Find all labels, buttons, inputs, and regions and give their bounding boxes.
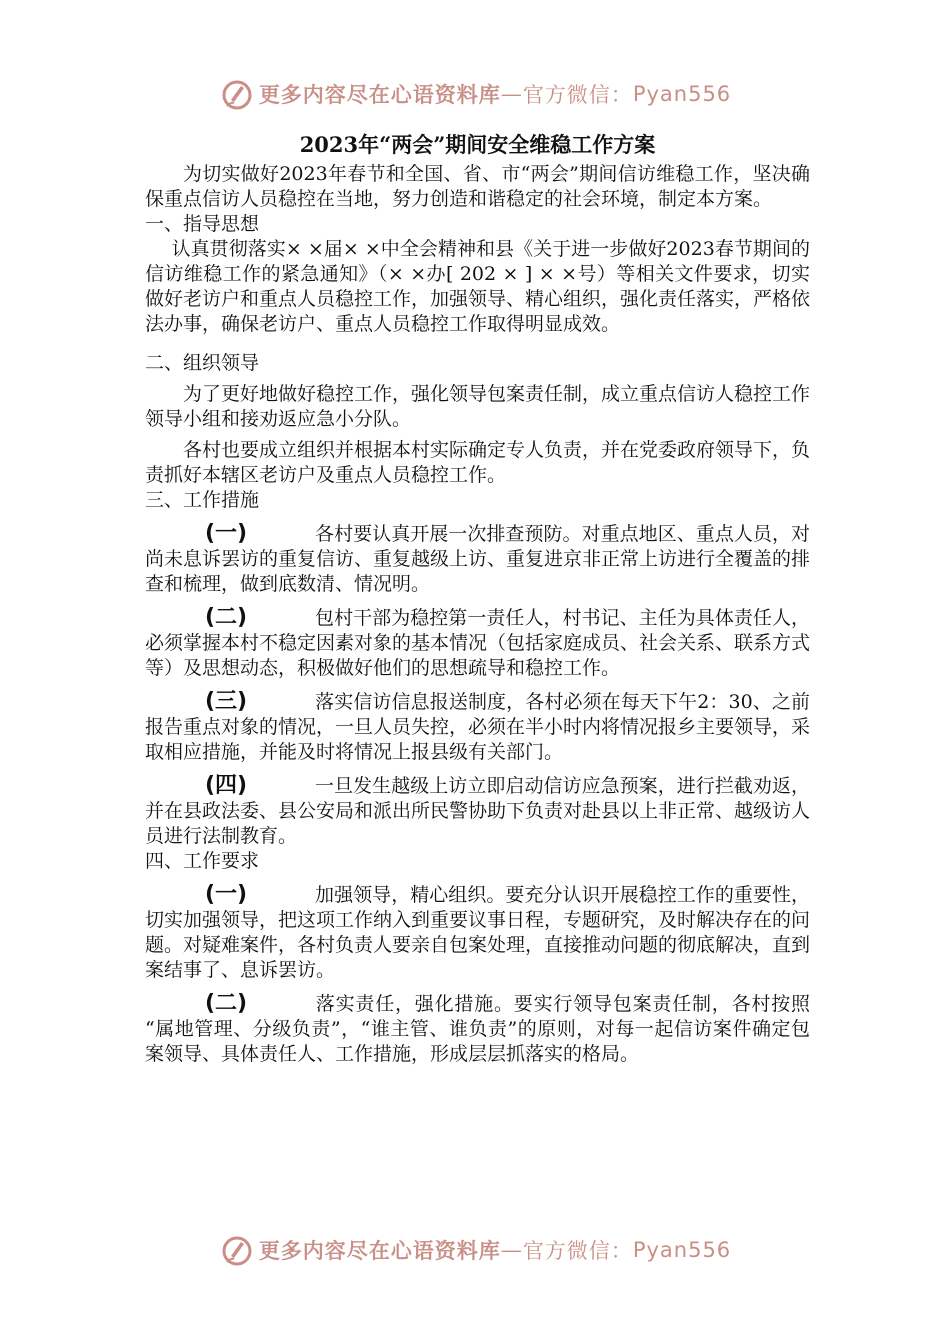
item-text: 各村要认真开展一次排查预防。对重点地区、重点人员，对尚未息诉罢访的重复信访、重复越级上访、重复进京非正常上访进行全覆盖的排查和梳理，做到底数清、情况明。 <box>145 523 811 595</box>
banner-wechat-id: Pyan556 <box>632 1238 732 1262</box>
intro-paragraph: 为切实做好2023年春节和全国、省、市“两会”期间信访维稳工作，坚决确保重点信访人员稳控在当地，努力创造和谐稳定的社会环境，制定本方案。 <box>145 163 810 210</box>
section-paragraph: 为了更好地做好稳控工作，强化领导包案责任制，成立重点信访人稳控工作领导小组和接劝返应急小分队。 <box>145 383 811 430</box>
item-number: (一) <box>205 882 248 907</box>
brush-logo-icon <box>219 1232 255 1268</box>
list-item <box>145 605 810 681</box>
document-body <box>145 130 810 1067</box>
banner-wechat-id: Pyan556 <box>632 82 732 106</box>
document-title: 2023年“两会”期间安全维稳工作方案 <box>299 132 656 157</box>
item-number: (二) <box>205 991 248 1016</box>
section-heading: 二、组织领导 <box>145 352 260 374</box>
section-paragraph: 各村也要成立组织并根据本村实际确定专人负责，并在党委政府领导下，负责抓好本辖区老访户及重点人员稳控工作。 <box>145 439 811 486</box>
header-banner <box>0 72 950 116</box>
item-text: 落实信访信息报送制度，各村必须在每天下午2：30、之前报告重点对象的情况，一旦人员失控，必须在半小时内将情况报乡主要领导，采取相应措施，并能及时将情况上报县级有关部门。 <box>145 691 811 763</box>
item-number: (一) <box>205 521 248 546</box>
item-number: (二) <box>205 605 248 630</box>
item-number: (三) <box>205 689 248 714</box>
banner-brand-text: 更多内容尽在心语资料库 <box>258 1238 501 1263</box>
banner-dash: — <box>500 82 523 106</box>
brush-logo-icon <box>219 76 255 112</box>
banner-official-text: 官方微信： <box>522 1239 633 1263</box>
section-heading: 一、指导思想 <box>145 213 260 235</box>
list-item <box>145 689 810 765</box>
section-paragraph: 认真贯彻落实× ×届× ×中全会精神和县《关于进一步做好2023春节期间的信访维稳工作的紧急通知》（× ×办[ 202 × ] × ×号）等相关文件要求，切实做好老访户和重点人员稳控工作，加强领导、精心组织，强化责任落实，严格依法办事，确保老访户、重点人员稳控工作取得明显成效。 <box>145 238 811 335</box>
item-text: 包村干部为稳控第一责任人，村书记、主任为具体责任人，必须掌握本村不稳定因素对象的基本情况（包括家庭成员、社会关系、联系方式等）及思想动态，积极做好他们的思想疏导和稳控工作。 <box>145 607 811 679</box>
banner-official-text: 官方微信： <box>522 83 633 107</box>
section-heading: 四、工作要求 <box>145 850 260 872</box>
item-number: (四) <box>205 773 248 798</box>
item-text: 落实责任，强化措施。要实行领导包案责任制，各村按照 “属地管理、分级负责”，“谁主管、谁负责”的原则，对每一起信访案件确定包案领导、具体责任人、工作措施，形成层层抓落实的格局。 <box>145 993 810 1065</box>
list-item <box>145 521 810 597</box>
list-item <box>145 882 810 983</box>
item-text: 一旦发生越级上访立即启动信访应急预案，进行拦截劝返，并在县政法委、县公安局和派出所民警协助下负责对赴县以上非正常、越级访人员进行法制教育。 <box>145 775 811 847</box>
item-text: 加强领导，精心组织。要充分认识开展稳控工作的重要性，切实加强领导，把这项工作纳入到重要议事日程，专题研究，及时解决存在的问题。对疑难案件，各村负责人要亲自包案处理，直接推动问题的彻底解决，直到案结事了、息诉罢访。 <box>145 884 811 981</box>
footer-banner <box>0 1228 950 1272</box>
list-item <box>145 991 810 1067</box>
banner-brand-text: 更多内容尽在心语资料库 <box>258 82 501 107</box>
list-item <box>145 773 810 849</box>
section-heading: 三、工作措施 <box>145 489 260 511</box>
banner-dash: — <box>500 1238 523 1262</box>
